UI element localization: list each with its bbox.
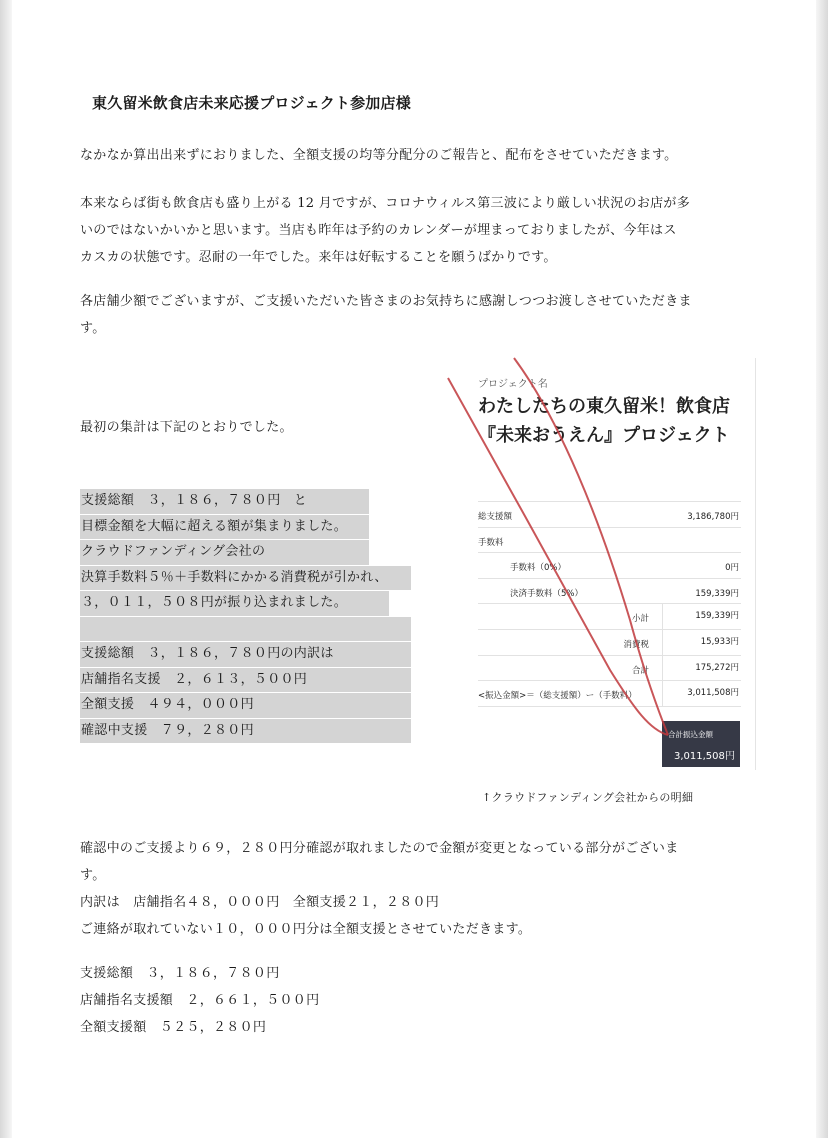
row-label: 小計 xyxy=(631,614,649,625)
confirmation-line-3: 内訳は 店舗指名４８，０００円 全額支援２１，２８０円 xyxy=(80,895,440,910)
statement-row xyxy=(478,579,741,605)
situation-paragraph xyxy=(80,190,745,271)
row-label: 手数料（0%） xyxy=(510,563,566,574)
statement-row xyxy=(478,604,741,630)
statement-row xyxy=(478,528,741,554)
summary-line: 全額支援 ４９４，０００円 xyxy=(80,693,411,719)
statement-row xyxy=(478,681,741,707)
thanks-line-1: 各店舗少額でございますが、ご支援いただいた皆さまのお気持ちに感謝しつつお渡しさせていただきま xyxy=(80,294,692,309)
transfer-total-value: 3,011,508円 xyxy=(674,751,735,762)
final-full-support: 全額支援額 ５２５，２８０円 xyxy=(80,1020,267,1035)
row-label: <振込金額>＝（総支援額）ー（手数料） xyxy=(478,691,637,702)
statement-table xyxy=(478,501,741,707)
situation-line-3: カスカの状態です。忍耐の一年でした。来年は好転することを願うばかりです。 xyxy=(80,250,557,265)
summary-line: 店舗指名支援 ２，６１３，５００円 xyxy=(80,668,411,694)
summary-line: 目標金額を大幅に超える額が集まりました。 xyxy=(80,515,369,541)
statement-caption: ↑クラウドファンディング会社からの明細 xyxy=(482,791,694,804)
project-label: プロジェクト名 xyxy=(478,379,548,390)
intro-line: なかなか算出出来ずにおりました、全額支援の均等分配分のご報告と、配布をさせていただきます。 xyxy=(80,148,678,163)
first-tally-line: 最初の集計は下記のとおりでした。 xyxy=(80,420,293,435)
summary-line: クラウドファンディング会社の xyxy=(80,540,369,566)
summary-line: ３，０１１，５０８円が振り込まれました。 xyxy=(80,591,389,617)
summary-line: 確認中支援 ７９，２８０円 xyxy=(80,719,411,745)
transfer-total-label: 合計振込金額 xyxy=(668,730,713,739)
summary-line: 支援総額 ３，１８６，７８０円の内訳は xyxy=(80,642,411,668)
final-totals xyxy=(80,960,745,1041)
confirmation-paragraph xyxy=(80,835,745,943)
project-name: わたしたちの東久留米！飲食店『未来おうえん』プロジェクト xyxy=(478,396,730,446)
row-label: 総支援額 xyxy=(478,512,513,522)
summary-line: 支援総額 ３，１８６，７８０円 と xyxy=(80,489,369,515)
row-label: 消費税 xyxy=(623,639,649,650)
page-shadow-left xyxy=(0,0,12,1138)
crowdfunding-statement xyxy=(462,358,756,770)
statement-row xyxy=(478,630,741,656)
summary-line: 決算手数料５％＋手数料にかかる消費税が引かれ、 xyxy=(80,566,411,592)
document-title: 東久留米飲食店未来応援プロジェクト参加店様 xyxy=(92,94,411,112)
situation-line-2: いのではないかいかと思います。当店も昨年は予約のカレンダーが埋まっておりましたが、今年はス xyxy=(80,223,677,238)
row-value: 159,339円 xyxy=(662,604,739,629)
summary-highlight-block xyxy=(80,489,410,744)
page-shadow-right xyxy=(816,0,828,1138)
row-value: 175,272円 xyxy=(662,656,739,681)
final-store-designated: 店舗指名支援額 ２，６６１，５００円 xyxy=(80,993,320,1008)
row-value: 15,933円 xyxy=(662,630,739,655)
transfer-total-box xyxy=(662,721,740,767)
row-value: 3,186,780円 xyxy=(687,512,739,522)
row-label: 決済手数料（5%） xyxy=(510,588,583,599)
row-value: 159,339円 xyxy=(695,588,739,599)
statement-row xyxy=(478,501,741,528)
summary-line-blank xyxy=(80,617,411,643)
thanks-paragraph xyxy=(80,288,745,342)
intro-paragraph xyxy=(80,142,745,169)
row-label: 手数料 xyxy=(478,537,504,548)
thanks-line-2: す。 xyxy=(80,321,106,336)
final-total-support: 支援総額 ３，１８６，７８０円 xyxy=(80,966,280,981)
statement-row xyxy=(478,656,741,682)
confirmation-line-1: 確認中のご支援より６９，２８０円分確認が取れましたので金額が変更となっている部分がございま xyxy=(80,841,679,856)
confirmation-line-4: ご連絡が取れていない１０，０００円分は全額支援とさせていただきます。 xyxy=(80,922,532,937)
confirmation-line-2: す。 xyxy=(80,868,106,883)
row-label: 合計 xyxy=(631,665,649,676)
statement-row xyxy=(478,553,741,579)
row-value: 0円 xyxy=(725,563,739,574)
row-value: 3,011,508円 xyxy=(662,681,739,706)
situation-line-1: 本来ならば街も飲食店も盛り上がる 12 月ですが、コロナウィルス第三波により厳しい状況のお店が多 xyxy=(80,196,691,211)
